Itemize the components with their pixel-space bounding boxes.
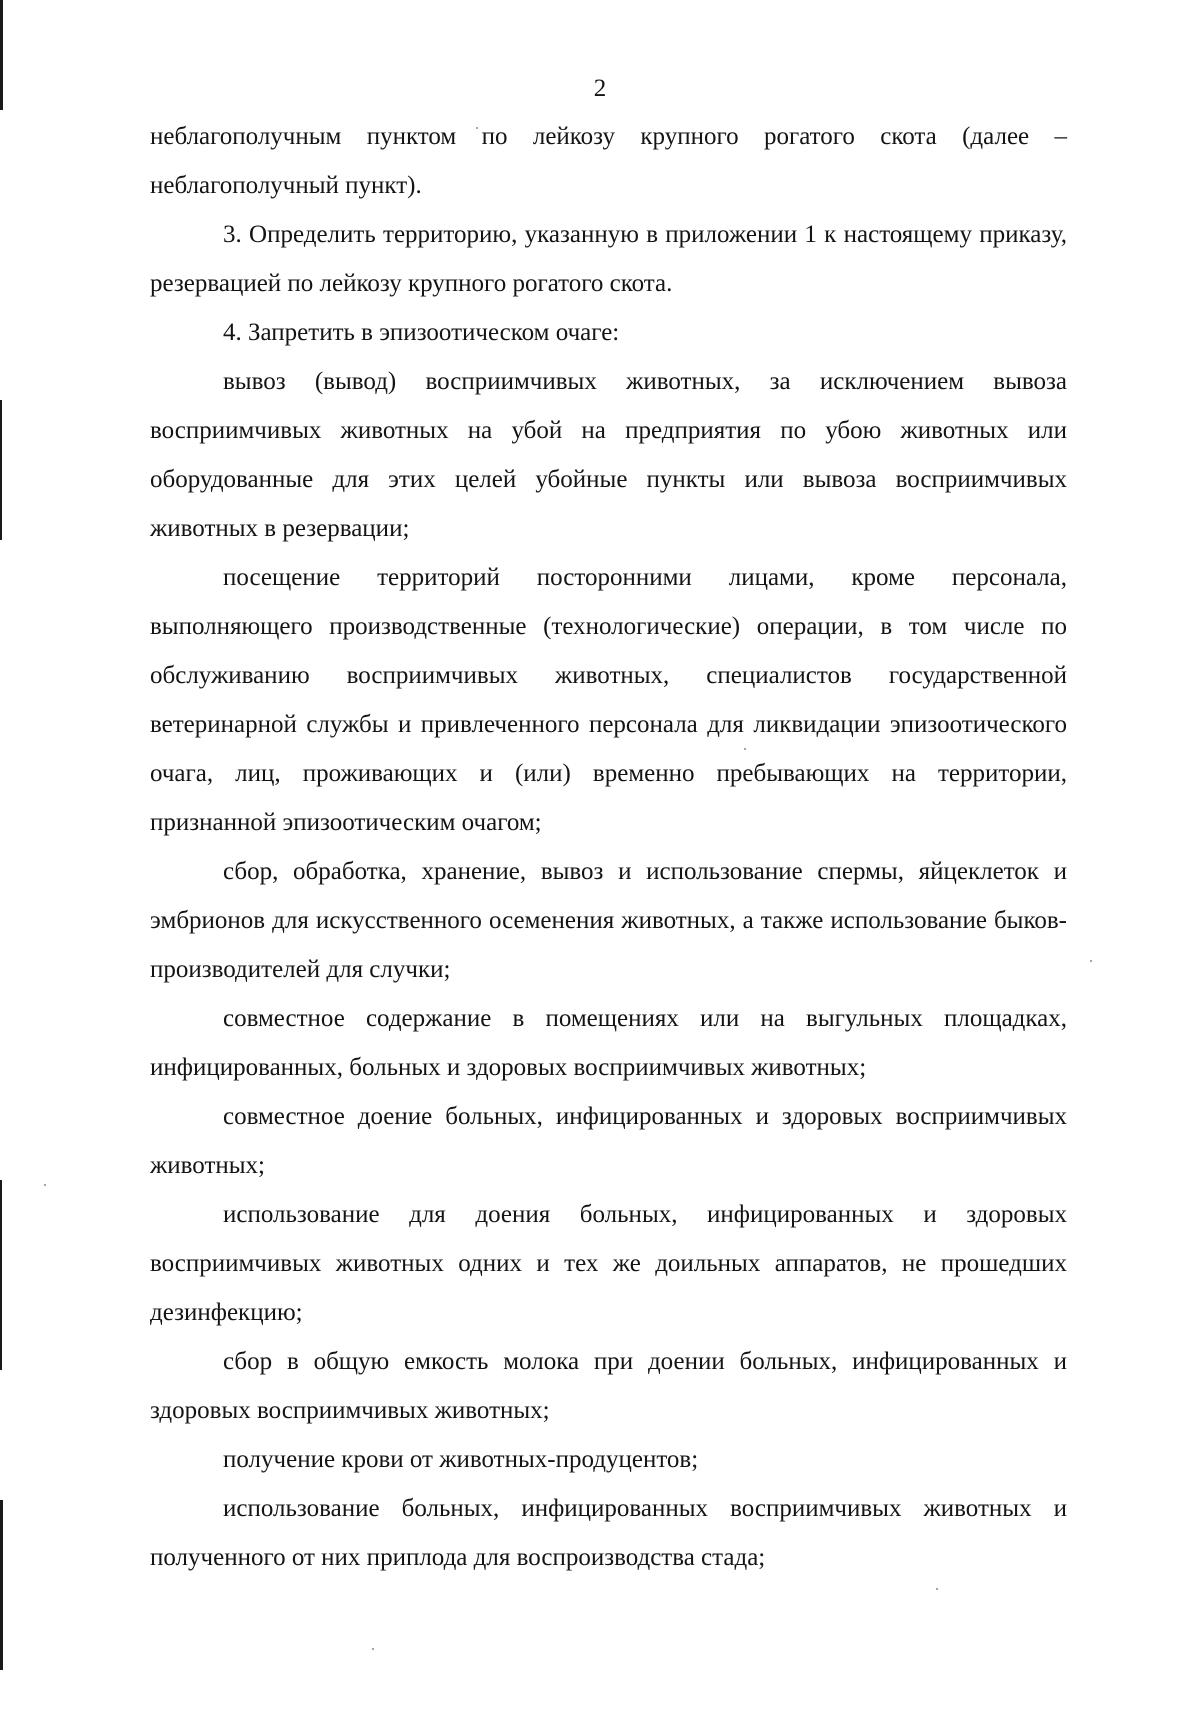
paragraph-continuation: неблагополучным пунктом по лейкозу крупного рогатого скота (далее – неблагополучный пункт). — [150, 123, 1067, 199]
scan-speck — [372, 1648, 374, 1650]
scan-speck — [1090, 960, 1092, 962]
prohibition-joint-milking: совместное доение больных, инфицированных и здоровых восприимчивых животных; — [150, 1103, 1067, 1179]
prohibition-blood: получение крови от животных-продуцентов; — [223, 1446, 699, 1473]
paragraph-item-3: 3. Определить территорию, указанную в приложении 1 к настоящему приказу, резервацией по лейкозу крупного рогатого скота. — [150, 221, 1067, 297]
page-number: 2 — [593, 75, 607, 102]
paragraph-item-4: 4. Запретить в эпизоотическом очаге: — [223, 319, 620, 346]
prohibition-joint-housing: совместное содержание в помещениях или на выгульных площадках, инфицированных, больных и здоровых восприимчивых животных; — [150, 1005, 1067, 1081]
prohibition-export: вывоз (вывод) восприимчивых животных, за исключением вывоза восприимчивых животных на убой на предприятия по убою животных или оборудованные для этих целей убойные пункты или вывоза восприимчивых животных в резервации; — [150, 368, 1067, 542]
prohibition-visits: посещение территорий посторонними лицами, кроме персонала, выполняющего производственные (технологические) операции, в том числе по обслуживанию восприимчивых животных, специалистов государственной ветеринарной службы и привлеченного персонала для ликвидации эпизоотического очага, лиц, проживающих и (или) временно пребывающих на территории, признанной эпизоотическим очагом; — [150, 564, 1067, 836]
prohibition-breeding: использование больных, инфицированных восприимчивых животных и полученного от них приплода для воспроизводства стада; — [150, 1495, 1067, 1571]
prohibition-milking-equipment: использование для доения больных, инфицированных и здоровых восприимчивых животных одних и тех же доильных аппаратов, не прошедших дезинфекцию; — [150, 1201, 1067, 1326]
scan-edge-mark — [0, 400, 2, 540]
prohibition-sperm-embryos: сбор, обработка, хранение, вывоз и использование спермы, яйцеклеток и эмбрионов для искусственного осеменения животных, а также использование быков-производителей для случки; — [150, 858, 1067, 983]
scan-edge-mark — [0, 1500, 3, 1670]
scan-speck — [44, 1184, 46, 1186]
scan-edge-mark — [0, 1180, 2, 1370]
scan-speck — [936, 1588, 938, 1590]
prohibition-milk-collection: сбор в общую емкость молока при доении больных, инфицированных и здоровых восприимчивых животных; — [150, 1348, 1067, 1424]
document-body — [150, 112, 1067, 1582]
